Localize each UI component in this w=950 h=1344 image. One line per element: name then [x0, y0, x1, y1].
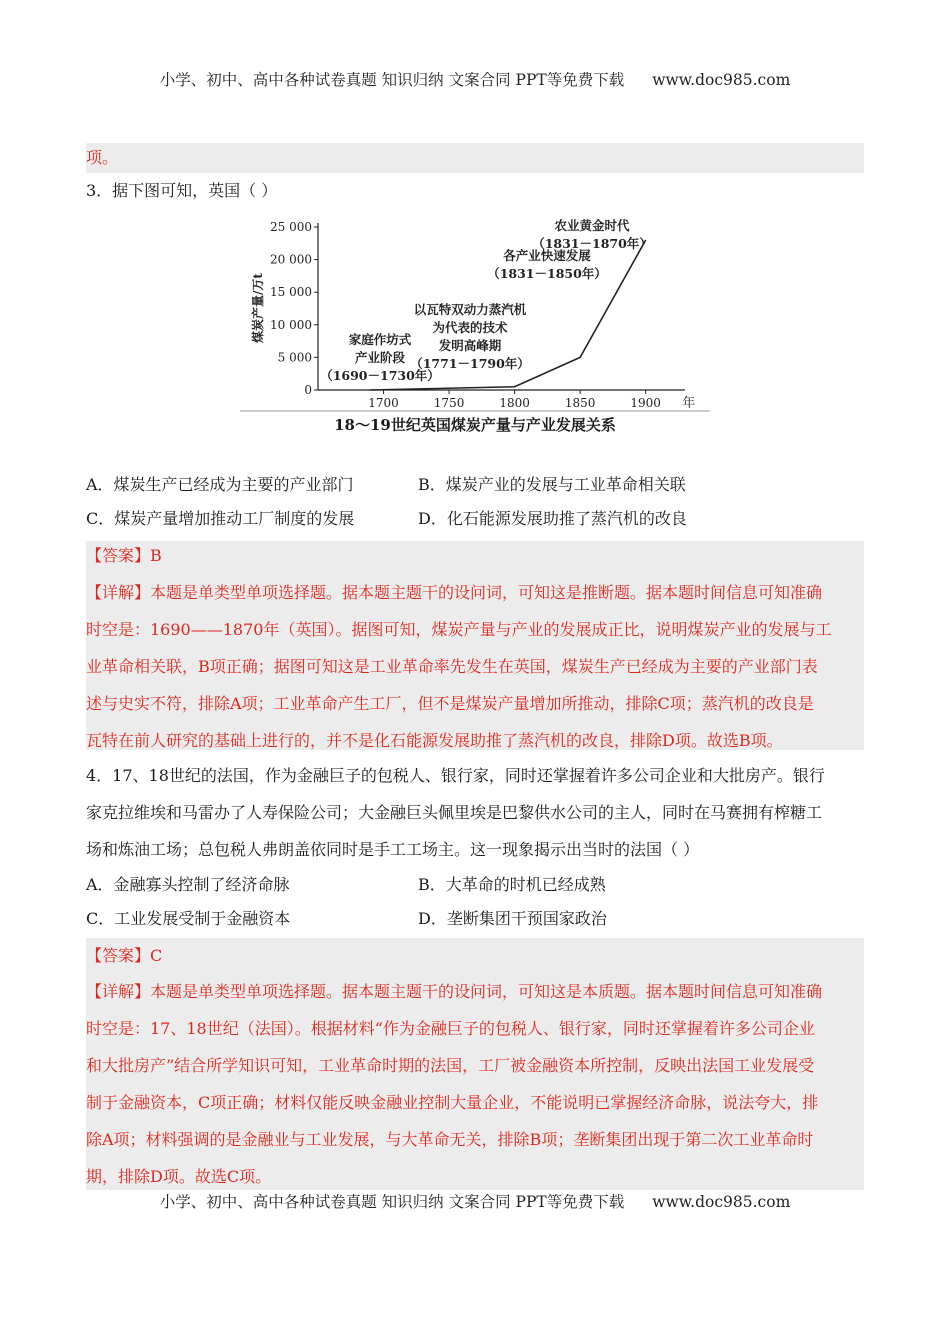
y-axis-label: 煤炭产量/万t — [251, 273, 265, 343]
q3-explain-line-2: 时空是：1690——1870年（英国）。据图可知，煤炭产量与产业的发展成正比，说明煤炭产业的发展与工 — [86, 620, 832, 639]
q3-explain-line-5: 瓦特在前人研究的基础上进行的，并不是化石能源发展助推了蒸汽机的改良，排除D项。故选B项。 — [86, 731, 783, 750]
header-site: www.doc985.com — [652, 71, 791, 89]
y-tick-label: 10 000 — [270, 317, 312, 332]
y-tick-label: 20 000 — [270, 252, 312, 267]
q3-explain-line-4: 述与史实不符，排除A项；工业革命产生工厂，但不是煤炭产量增加所推动，排除C项；蒸汽机的改良是 — [86, 694, 814, 713]
annotation-line: （1690－1730年） — [320, 368, 440, 383]
annotation-line: （1831－1870年） — [532, 236, 652, 251]
annotation-line: （1831－1850年） — [487, 266, 607, 281]
q4-option-a: A．金融寡头控制了经济命脉 — [86, 875, 290, 894]
q4-explain-line-5: 除A项；材料强调的是金融业与工业发展，与大革命无关，排除B项；垄断集团出现于第二次工业革命时 — [86, 1130, 814, 1149]
y-tick-label: 0 — [304, 383, 312, 397]
annotation-line: 为代表的技术 — [432, 320, 508, 335]
q4-option-c: C．工业发展受制于金融资本 — [86, 909, 291, 928]
q3-option-c: C．煤炭产量增加推动工厂制度的发展 — [86, 509, 355, 528]
y-ticks — [270, 220, 318, 397]
q4-explain-line-3: 和大批房产”结合所学知识可知，工业革命时期的法国，工厂被金融资本所控制，反映出法国工业发展受 — [86, 1056, 815, 1075]
chart-caption: 18～19世纪英国煤炭产量与产业发展关系 — [334, 416, 616, 434]
header-text: 小学、初中、高中各种试卷真题 知识归纳 文案合同 PPT等免费下载 — [159, 71, 625, 89]
x-tick-label: 1900 — [630, 396, 661, 410]
page-footer — [0, 1190, 950, 1212]
footer-site: www.doc985.com — [652, 1193, 791, 1211]
q4-option-b: B．大革命的时机已经成熟 — [418, 875, 606, 894]
q3-explain-line-3: 业革命相关联，B项正确；据图可知这是工业革命率先发生在英国，煤炭生产已经成为主要的产业部门表 — [86, 657, 818, 676]
q4-explain-line-1: 【详解】本题是单类型单项选择题。据本题主题干的设问词，可知这是本质题。据本题时间信息可知准确 — [86, 982, 823, 1001]
q4-answer: 【答案】C — [86, 946, 163, 965]
q4-stem — [86, 757, 866, 868]
q4-explanation — [86, 973, 866, 1195]
annotation-line: 农业黄金时代 — [554, 218, 630, 233]
annotation-line: 发明高峰期 — [438, 338, 502, 353]
q3-option-d: D．化石能源发展助推了蒸汽机的改良 — [418, 509, 687, 528]
x-tick-label: 1800 — [499, 396, 530, 410]
q4-stem-line-1: 4．17、18世纪的法国，作为金融巨子的包税人、银行家，同时还掌握着许多公司企业和大批房产。银行 — [86, 766, 825, 785]
y-tick-label: 5 000 — [277, 350, 312, 365]
footer-text: 小学、初中、高中各种试卷真题 知识归纳 文案合同 PPT等免费下载 — [159, 1193, 625, 1211]
annotation-line: （1771－1790年） — [410, 356, 530, 371]
q4-explain-label: 【详解】 — [86, 982, 151, 1001]
q3-explanation — [86, 574, 866, 759]
q4-explain-line-2: 时空是：17、18世纪（法国）。根据材料“作为金融巨子的包税人、银行家，同时还掌握着许多公司企业 — [86, 1019, 815, 1038]
q4-explain-line-6: 期，排除D项。故选C项。 — [86, 1167, 272, 1186]
x-tick-label: 1750 — [433, 396, 465, 410]
q3-option-a: A．煤炭生产已经成为主要的产业部门 — [86, 475, 354, 494]
q3-option-b: B．煤炭产业的发展与工业革命相关联 — [418, 475, 686, 494]
q4-option-d: D．垄断集团干预国家政治 — [418, 909, 607, 928]
q3-explain-line-1: 【详解】本题是单类型单项选择题。据本题主题干的设问词，可知这是推断题。据本题时间信息可知准确 — [86, 583, 823, 602]
x-tick-label: 1700 — [368, 396, 399, 410]
x-ticks — [368, 390, 661, 410]
q3-answer: 【答案】B — [86, 546, 162, 565]
prev-explain-tail: 项。 — [86, 148, 119, 167]
x-axis-label: 年 — [682, 396, 696, 411]
q3-explain-label: 【详解】 — [86, 583, 151, 602]
annotation-line: 产业阶段 — [354, 350, 406, 365]
y-tick-label: 15 000 — [270, 285, 312, 300]
page-header — [0, 68, 950, 90]
annotation-line: 以瓦特双动力蒸汽机 — [413, 302, 527, 317]
q4-stem-line-3: 场和炼油工场；总包税人弗朗盖依同时是手工工场主。这一现象揭示出当时的法国（ ） — [86, 840, 700, 859]
q3-stem: 3．据下图可知，英国（ ） — [86, 181, 278, 200]
annotation-line: 各产业快速发展 — [503, 248, 591, 263]
q4-explain-line-4: 制于金融资本，C项正确；材料仅能反映金融业控制大量企业，不能说明已掌握经济命脉，说法夸大，排 — [86, 1093, 819, 1112]
q4-stem-line-2: 家克拉维埃和马雷办了人寿保险公司；大金融巨头佩里埃是巴黎供水公司的主人，同时在马赛拥有榨糖工 — [86, 803, 823, 822]
coal-chart — [240, 212, 710, 414]
chart-annotations — [320, 218, 652, 383]
annotation-line: 家庭作坊式 — [348, 332, 412, 347]
y-tick-label: 25 000 — [270, 220, 312, 234]
x-tick-label: 1850 — [564, 396, 596, 410]
